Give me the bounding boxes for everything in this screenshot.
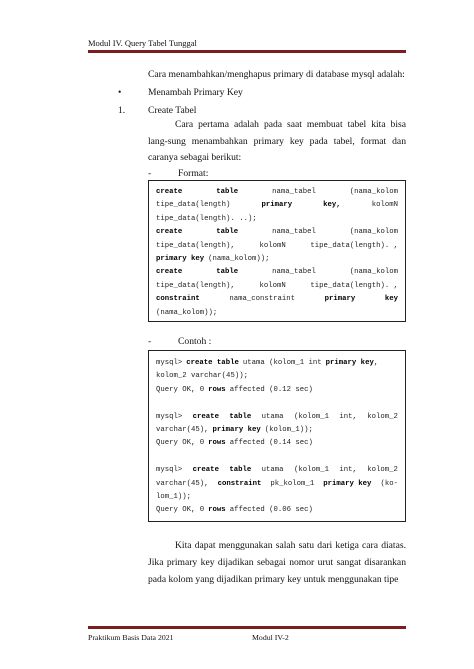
code-line: tipe_data(length) primary key, kolomN	[156, 201, 398, 210]
code-line: tipe_data(length), kolomN tipe_data(length). ,	[156, 241, 398, 250]
footer-right: Modul IV-2	[252, 633, 289, 642]
code-line: create table nama_tabel (nama_kolom	[156, 188, 398, 196]
numbered-text: Create Tabel	[148, 105, 197, 116]
contoh-label: Contoh :	[178, 336, 212, 347]
code-line: tipe_data(length). ..);	[156, 214, 257, 223]
code-line: kolom_2 varchar(45));	[156, 372, 248, 381]
code-line: Query OK, 0 rows affected (0.14 sec)	[156, 439, 313, 448]
format-marker: -	[148, 168, 152, 179]
code-line: lom_1));	[156, 492, 192, 501]
code-line: Query OK, 0 rows affected (0.06 sec)	[156, 506, 313, 515]
code-line: varchar(45), primary key (kolom_1));	[156, 425, 313, 434]
code-line: mysql> create table utama (kolom_1 int primary key ,	[156, 359, 379, 367]
format-code	[156, 186, 398, 320]
code-line: mysql> create table utama (kolom_1 int, kolom_2	[156, 466, 398, 475]
bullet-marker: •	[118, 87, 122, 98]
contoh-marker: -	[148, 336, 152, 347]
code-line: create table nama_tabel (nama_kolom	[156, 268, 398, 277]
paragraph-create-table-text: Cara pertama adalah pada saat membuat tabel kita bisa lang-sung menambahkan primary key pada tabel, format dan caranya sebagai berikut:	[148, 119, 406, 163]
contoh-code	[156, 357, 398, 518]
numbered-marker: 1.	[118, 105, 126, 116]
code-line: create table nama_tabel (nama_kolom	[156, 228, 398, 237]
footer-left: Praktikum Basis Data 2021	[88, 633, 174, 642]
code-line: mysql> create table utama (kolom_1 int, kolom_2	[156, 412, 398, 421]
code-line: tipe_data(length), kolomN tipe_data(length). ,	[156, 281, 398, 290]
running-header: Modul IV. Query Tabel Tunggal	[88, 38, 197, 48]
code-line: (nama_kolom));	[156, 308, 218, 317]
code-line: varchar(45), constraint pk_kolom_1 primary key (ko-	[156, 479, 398, 488]
paragraph-create-table	[148, 117, 406, 167]
header-rule	[88, 50, 406, 53]
format-label: Format:	[178, 168, 209, 179]
bullet-text: Menambah Primary Key	[148, 87, 243, 98]
code-line: primary key (nama_kolom));	[156, 254, 270, 263]
footer-rule	[88, 626, 406, 629]
code-line: constraint nama_constraint primary key	[156, 295, 398, 304]
paragraph-closing-text: Kita dapat menggunakan salah satu dari ketiga cara diatas. Jika primary key dijadikan sebagai nomor urut sangat disarankan pada kolom yang dijadikan primary key untuk menggunakan tipe	[148, 540, 406, 585]
paragraph-closing	[148, 537, 406, 588]
code-line: Query OK, 0 rows affected (0.12 sec)	[156, 385, 313, 394]
intro-text: Cara menambahkan/menghapus primary di database mysql adalah:	[148, 69, 405, 80]
